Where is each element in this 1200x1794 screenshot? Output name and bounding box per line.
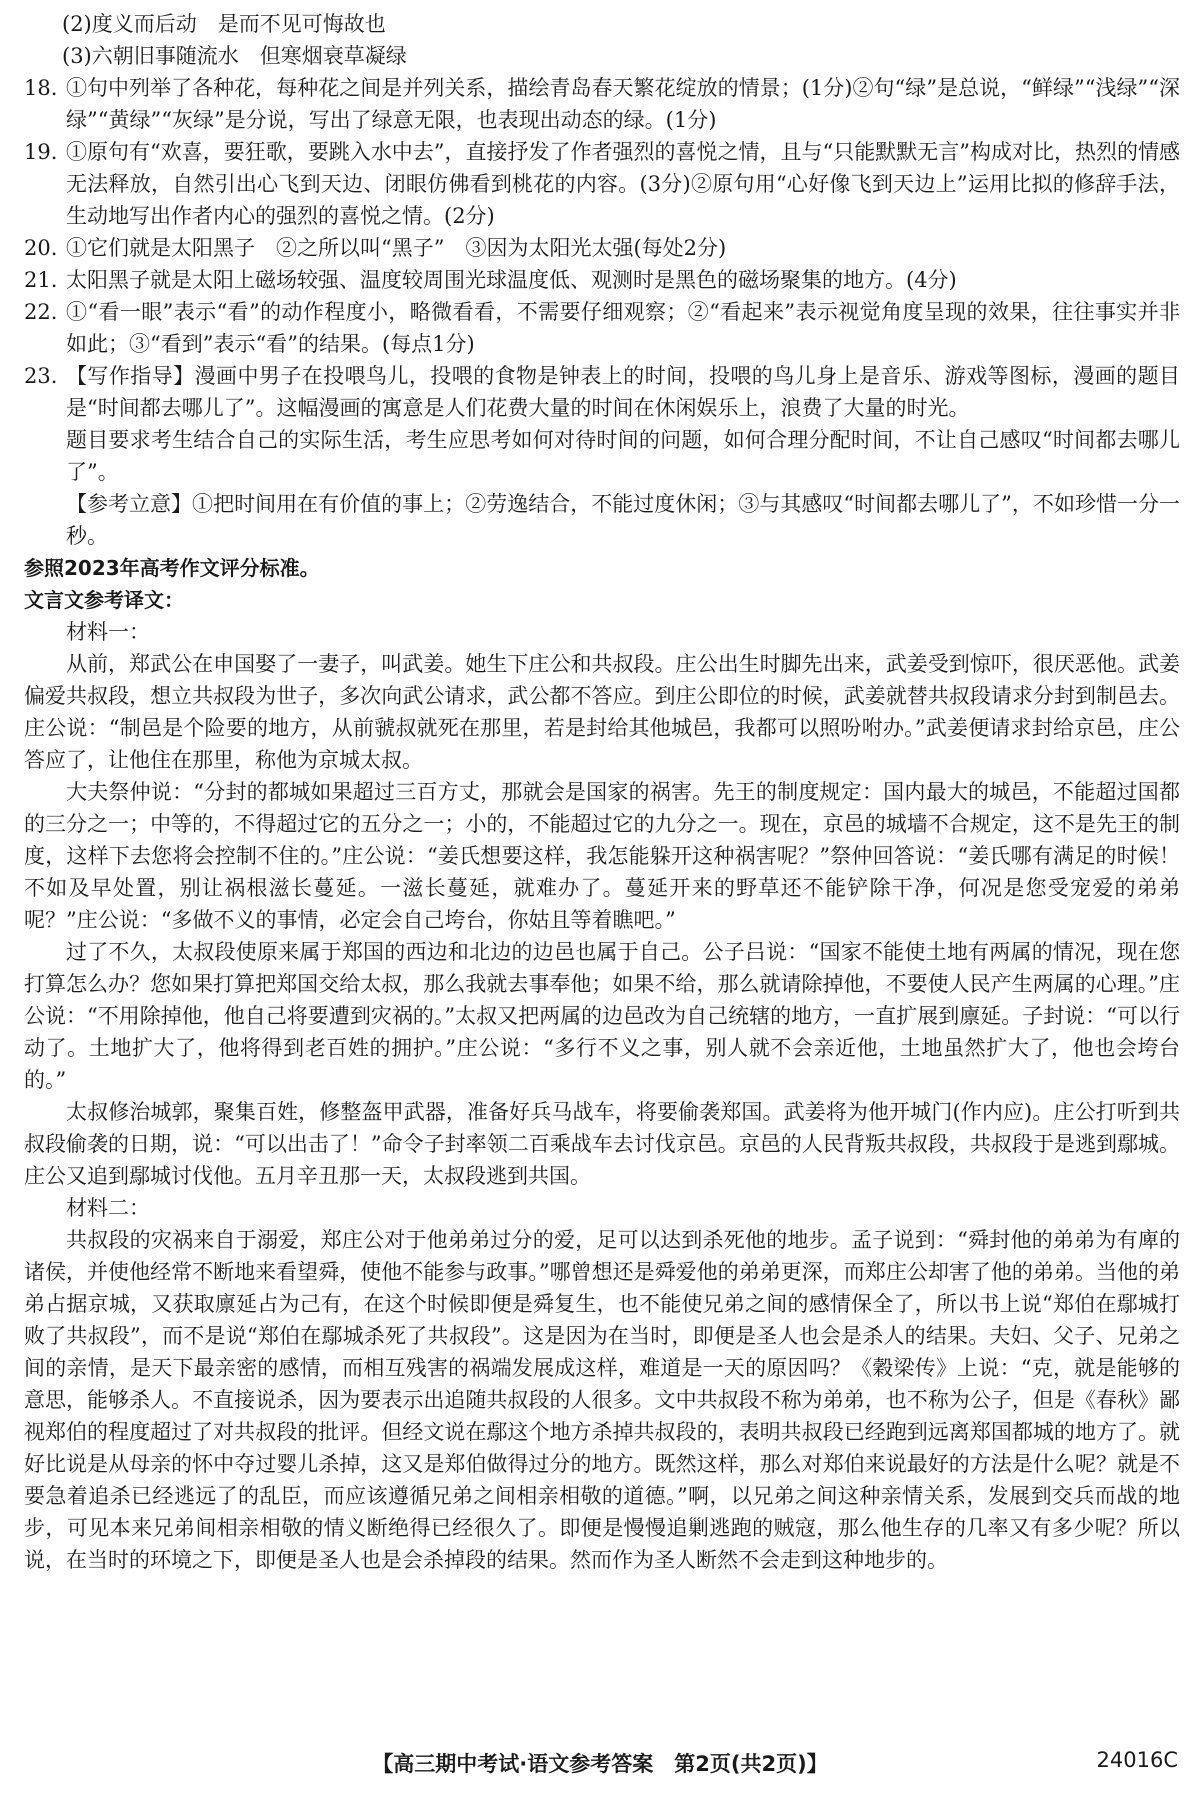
scoring-standard-line: 参照2023年高考作文评分标准。 <box>24 556 320 580</box>
material-two-label: 材料二： <box>66 1196 150 1220</box>
answer-20 <box>24 232 1180 264</box>
material-two-paragraph-1: 共叔段的灾祸来自于溺爱，郑庄公对于他弟弟过分的爱，足可以达到杀死他的地步。孟子说到：“舜封他的弟弟为有庳的诸侯，并使他经常不断地来看望舜，使他不能参与政事。”哪曾想还是舜爱他的弟弟更深，而郑庄公却害了他的弟弟。当他的弟弟占据京城，又获取廪延占为己有，在这个时候即便是舜复生，也不能使兄弟之间的感情保全了，所以书上说“郑伯在鄢城打败了共叔段”，而不是说“郑伯在鄢城杀死了共叔段”。这是因为在当时，即便是圣人也会是杀人的结果。夫妇、父子、兄弟之间的亲情，是天下最亲密的感情，而相互残害的祸端发展成这样，难道是一天的原因吗？《穀梁传》上说：“克，就是能够的意思，能够杀人。不直接说杀，因为要表示出追随共叔段的人很多。文中共叔段不称为弟弟，也不称为公子，但是《春秋》鄙视郑伯的程度超过了对共叔段的批评。但经文说在鄢这个地方杀掉共叔段的，表明共叔段已经跑到远离郑国都城的地方了。就好比说是从母亲的怀中夺过婴儿杀掉，这又是郑伯做得过分的地方。既然这样，那么对郑伯来说最好的方法是什么呢？就是不要急着追杀已经逃远了的乱臣，而应该遵循兄弟之间相亲相敬的道德。”啊，以兄弟之间这种亲情关系，发展到交兵而战的地步，可见本来兄弟间相亲相敬的情义断绝得已经很久了。即便是慢慢追剿逃跑的贼寇，那么他生存的几率又有多少呢？所以说，在当时的环境之下，即便是圣人也是会杀掉段的结果。然而作为圣人断然不会走到这种地步的。 <box>24 1228 1180 1572</box>
material-one-paragraph-1: 从前，郑武公在申国娶了一妻子，叫武姜。她生下庄公和共叔段。庄公出生时脚先出来，武姜受到惊吓，很厌恶他。武姜偏爱共叔段，想立共叔段为世子，多次向武公请求，武公都不答应。到庄公即位的时候，武姜就替共叔段请求分封到制邑去。庄公说：“制邑是个险要的地方，从前虢叔就死在那里，若是封给其他城邑，我都可以照吩咐办。”武姜便请求封给京邑，庄公答应了，让他住在那里，称他为京城太叔。 <box>24 652 1180 772</box>
material-one-paragraph-3: 过了不久，太叔段使原来属于郑国的西边和北边的边邑也属于自己。公子吕说：“国家不能使土地有两属的情况，现在您打算怎么办？您如果打算把郑国交给太叔，那么我就去事奉他；如果不给，那么就请除掉他，不要使人民产生两属的心理。”庄公说：“不用除掉他，他自己将要遭到灾祸的。”太叔又把两属的边邑改为自己统辖的地方，一直扩展到廪延。子封说：“可以行动了。土地扩大了，他将得到老百姓的拥护。”庄公说：“多行不义之事，别人就不会亲近他，土地虽然扩大了，他也会垮台的。” <box>24 940 1180 1092</box>
answer-18 <box>24 72 1180 136</box>
footer-title: 【高三期中考试·语文参考答案 第2页(共2页)】 <box>372 1752 828 1776</box>
answer-text: ①原句有“欢喜，要狂歌，要跳入水中去”，直接抒发了作者强烈的喜悦之情，且与“只能默默无言”构成对比，热烈的情感无法释放，自然引出心飞到天边、闭眼仿佛看到桃花的内容。(3分)②原句用“心好像飞到天边上”运用比拟的修辞手法，生动地写出作者内心的强烈的喜悦之情。(2分) <box>66 140 1180 228</box>
material-one-label: 材料一： <box>66 620 150 644</box>
answer-19 <box>24 136 1180 232</box>
question-number: 23. <box>24 364 58 388</box>
answer-text: ①句中列举了各种花，每种花之间是并列关系，描绘青岛春天繁花绽放的情景；(1分)②句“绿”是总说，“鲜绿”“浅绿”“深绿”“黄绿”“灰绿”是分说，写出了绿意无限，也表现出动态的绿。(1分) <box>66 76 1180 132</box>
question-number: 19. <box>24 140 58 164</box>
page-content <box>24 8 1180 1576</box>
material-one-paragraph-2: 大夫祭仲说：“分封的都城如果超过三百方丈，那就会是国家的祸害。先王的制度规定：国内最大的城邑，不能超过国都的三分之一；中等的，不得超过它的五分之一；小的，不能超过它的九分之一。现在，京邑的城墙不合规定，这不是先王的制度，这样下去您将会控制不住的。”庄公说：“姜氏想要这样，我怎能躲开这种祸害呢？”祭仲回答说：“姜氏哪有满足的时候！不如及早处置，别让祸根滋长蔓延。一滋长蔓延，就难办了。蔓延开来的野草还不能铲除干净，何况是您受宠爱的弟弟呢？”庄公说：“多做不义的事情，必定会自己垮台，你姑且等着瞧吧。” <box>24 780 1180 932</box>
question-number: 21. <box>24 268 58 292</box>
document-code: 24016C <box>1096 1748 1178 1772</box>
answer-text: ①“看一眼”表示“看”的动作程度小，略微看看，不需要仔细观察；②“看起来”表示视觉角度呈现的效果，往往事实并非如此；③“看到”表示“看”的结果。(每点1分) <box>66 300 1180 356</box>
question-number: 22. <box>24 300 58 324</box>
answer-17-line-2: (2)度义而后动 是而不见可悔故也 <box>62 12 386 36</box>
answer-23 <box>24 360 1180 552</box>
question-number: 20. <box>24 236 58 260</box>
translation-heading: 文言文参考译文： <box>24 588 184 612</box>
page-footer <box>0 1748 1200 1784</box>
material-one-paragraph-4: 太叔修治城郭，聚集百姓，修整盔甲武器，准备好兵马战车，将要偷袭郑国。武姜将为他开城门(作内应)。庄公打听到共叔段偷袭的日期，说：“可以出击了！”命令子封率领二百乘战车去讨伐京邑。京邑的人民背叛共叔段，共叔段于是逃到鄢城。庄公又追到鄢城讨伐他。五月辛丑那一天，太叔段逃到共国。 <box>24 1100 1180 1188</box>
answer-22 <box>24 296 1180 360</box>
question-number: 18. <box>24 76 58 100</box>
answer-17-line-3: (3)六朝旧事随流水 但寒烟衰草凝绿 <box>62 44 407 68</box>
writing-guidance <box>66 360 1180 552</box>
writing-guide-text: 【写作指导】漫画中男子在投喂鸟儿，投喂的食物是钟表上的时间，投喂的鸟儿身上是音乐、游戏等图标，漫画的题目是“时间都去哪儿了”。这幅漫画的寓意是人们花费大量的时间在休闲娱乐上，浪费了大量的时光。 <box>66 364 1180 420</box>
writing-requirement-text: 题目要求考生结合自己的实际生活，考生应思考如何对待时间的问题，如何合理分配时间，不让自己感叹“时间都去哪儿了”。 <box>66 428 1180 484</box>
answer-text: 太阳黑子就是太阳上磁场较强、温度较周围光球温度低、观测时是黑色的磁场聚集的地方。(4分) <box>66 268 957 292</box>
answer-text: ①它们就是太阳黑子 ②之所以叫“黑子” ③因为太阳光太强(每处2分) <box>66 236 727 260</box>
answer-21 <box>24 264 1180 296</box>
reference-ideas-text: 【参考立意】①把时间用在有价值的事上；②劳逸结合，不能过度休闲；③与其感叹“时间都去哪儿了”，不如珍惜一分一秒。 <box>66 492 1180 548</box>
